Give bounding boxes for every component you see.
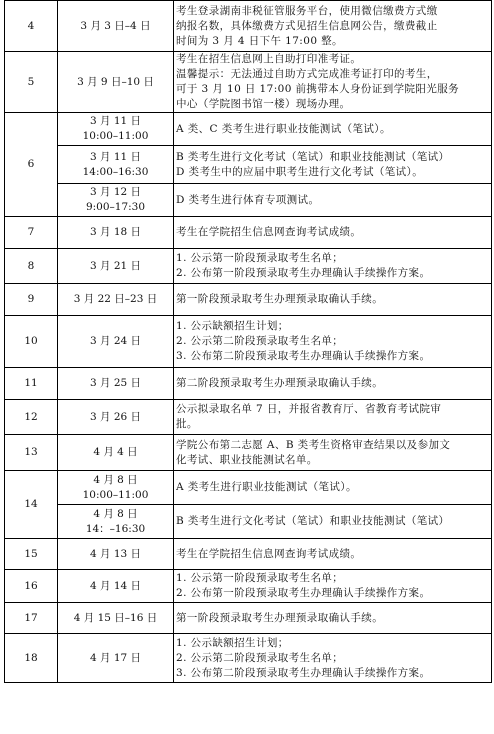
row-description — [174, 505, 492, 539]
time-line: 3 月 18 日 — [89, 226, 142, 238]
row-number: 18 — [5, 634, 58, 683]
description-line: B 类考生进行文化考试（笔试）和职业技能测试（笔试） — [176, 150, 450, 163]
description-line: 考生在学院招生信息网查询考试成绩。 — [176, 547, 362, 560]
row-time — [58, 368, 174, 400]
table-row — [5, 400, 492, 435]
table-row — [5, 284, 492, 316]
row-time — [58, 400, 174, 435]
table-row — [5, 539, 492, 570]
description-line: D 类考生中的应届中职考生进行文化考试（笔试）。 — [176, 165, 424, 178]
time-line: 3 月 12 日 — [89, 186, 142, 198]
row-description — [174, 570, 492, 603]
row-number: 16 — [5, 570, 58, 603]
row-description — [174, 634, 492, 683]
time-line: 3 月 25 日 — [89, 377, 142, 389]
description-line: 考生登录湖南非税征管服务平台，使用微信缴费方式缴 — [176, 4, 438, 17]
description-line: 时间为 3 月 4 日下午 17:00 整。 — [176, 34, 343, 47]
description-line: 3. 公布第二阶段预录取考生办理确认手续操作方案。 — [176, 350, 431, 362]
row-time — [58, 217, 174, 249]
table-row — [5, 435, 492, 471]
description-line: 考生在招生信息网上自助打印准考证。 — [176, 53, 362, 65]
row-number: 13 — [5, 435, 58, 471]
table-row — [5, 634, 492, 683]
row-time — [58, 284, 174, 316]
row-time — [58, 1, 174, 52]
row-time — [58, 249, 174, 284]
row-time — [58, 52, 174, 113]
row-number: 8 — [5, 249, 58, 284]
description-line: 可于 3 月 10 日 17:00 前携带本人身份证到学院阳光服务 — [176, 83, 460, 95]
row-time — [58, 146, 174, 184]
time-line: 4 月 17 日 — [89, 651, 142, 664]
description-line: A 类考生进行职业技能测试（笔试）。 — [176, 481, 357, 493]
row-time — [58, 539, 174, 570]
row-description — [174, 1, 492, 52]
row-number: 15 — [5, 539, 58, 570]
time-line: 3 月 9 日–10 日 — [77, 75, 154, 88]
table-row — [5, 217, 492, 249]
time-line: 3 月 3 日–4 日 — [80, 19, 151, 32]
description-line: 公示拟录取名单 7 日，并报省教育厅、省教育考试院审 — [176, 403, 442, 415]
time-line: 3 月 22 日–23 日 — [73, 293, 158, 305]
table-row — [5, 249, 492, 284]
time-line: 9:00–17:30 — [85, 201, 146, 213]
time-line: 4 月 8 日 — [93, 507, 138, 520]
time-line: 10:00–11:00 — [82, 488, 149, 501]
time-line: 3 月 26 日 — [89, 410, 142, 423]
table-row — [5, 113, 492, 146]
description-line: 第二阶段预录取考生办理预录取确认手续。 — [176, 377, 384, 389]
row-number: 6 — [5, 113, 58, 217]
description-line: 第一阶段预录取考生办理预录取确认手续。 — [176, 611, 384, 624]
description-line: 考生在学院招生信息网查询考试成绩。 — [176, 226, 362, 238]
row-description — [174, 52, 492, 113]
table-row — [5, 52, 492, 113]
time-line: 4 月 8 日 — [93, 473, 138, 486]
table-row — [5, 603, 492, 634]
time-line: 4 月 15 日–16 日 — [73, 611, 158, 624]
row-time — [58, 634, 174, 683]
row-number: 11 — [5, 368, 58, 400]
row-number: 12 — [5, 400, 58, 435]
row-time — [58, 471, 174, 505]
row-description — [174, 249, 492, 284]
row-description — [174, 184, 492, 217]
row-time — [58, 570, 174, 603]
time-line: 14:00–16:30 — [82, 165, 149, 178]
description-line: 温馨提示：无法通过自助方式完成准考证打印的考生， — [176, 68, 438, 80]
schedule-body — [5, 1, 492, 683]
table-row — [5, 471, 492, 505]
row-description — [174, 539, 492, 570]
table-row — [5, 146, 492, 184]
description-line: 2. 公示第二阶段预录取考生名单； — [176, 651, 344, 664]
row-description — [174, 471, 492, 505]
description-line: 中心（学院图书馆一楼）现场办理。 — [176, 98, 351, 110]
row-description — [174, 113, 492, 146]
description-line: 学院公布第二志愿 A、B 类考生资格审查结果以及参加文 — [176, 438, 451, 451]
row-description — [174, 284, 492, 316]
description-line: A 类、C 类考生进行职业技能测试（笔试）。 — [176, 122, 391, 135]
time-line: 4 月 13 日 — [89, 547, 142, 560]
row-number: 9 — [5, 284, 58, 316]
row-description — [174, 316, 492, 368]
time-line: 3 月 11 日 — [89, 150, 142, 163]
row-number: 4 — [5, 1, 58, 52]
description-line: 2. 公布第一阶段预录取考生办理确认手续操作方案。 — [176, 267, 431, 279]
description-line: 1. 公示缺额招生计划； — [176, 320, 289, 332]
time-line: 3 月 11 日 — [89, 115, 142, 127]
description-line: 1. 公示缺额招生计划； — [176, 636, 289, 649]
description-line: 2. 公示第二阶段预录取考生名单； — [176, 335, 344, 347]
row-description — [174, 146, 492, 184]
description-line: D 类考生进行体育专项测试。 — [176, 193, 320, 206]
row-description — [174, 217, 492, 249]
table-row — [5, 184, 492, 217]
description-line: 批。 — [176, 418, 198, 430]
row-number: 10 — [5, 316, 58, 368]
row-time — [58, 113, 174, 146]
time-line: 3 月 24 日 — [89, 335, 142, 347]
time-line: 14：–16:30 — [85, 522, 146, 535]
table-row — [5, 570, 492, 603]
description-line: 化考试、职业技能测试名单。 — [176, 453, 318, 466]
description-line: 2. 公布第一阶段预录取考生办理确认手续操作方案。 — [176, 587, 431, 599]
description-line: 1. 公示第一阶段预录取考生名单； — [176, 572, 344, 584]
time-line: 4 月 4 日 — [93, 446, 138, 458]
description-line: 3. 公布第二阶段预录取考生办理确认手续操作方案。 — [176, 666, 431, 679]
row-description — [174, 603, 492, 634]
table-row — [5, 316, 492, 368]
time-line: 10:00–11:00 — [82, 130, 149, 142]
row-time — [58, 435, 174, 471]
row-description — [174, 435, 492, 471]
row-number: 7 — [5, 217, 58, 249]
row-description — [174, 400, 492, 435]
schedule-table — [4, 0, 492, 683]
row-number: 14 — [5, 471, 58, 539]
row-number: 17 — [5, 603, 58, 634]
description-line: B 类考生进行文化考试（笔试）和职业技能测试（笔试） — [176, 515, 450, 527]
description-line: 第一阶段预录取考生办理预录取确认手续。 — [176, 293, 384, 305]
row-time — [58, 505, 174, 539]
table-row — [5, 368, 492, 400]
time-line: 4 月 14 日 — [89, 579, 142, 592]
row-time — [58, 316, 174, 368]
row-description — [174, 368, 492, 400]
description-line: 纳报名数，具体缴费方式见招生信息网公告，缴费截止 — [176, 19, 438, 32]
table-row — [5, 505, 492, 539]
table-row — [5, 1, 492, 52]
time-line: 3 月 21 日 — [89, 259, 142, 272]
row-time — [58, 184, 174, 217]
row-number: 5 — [5, 52, 58, 113]
row-time — [58, 603, 174, 634]
description-line: 1. 公示第一阶段预录取考生名单； — [176, 252, 344, 264]
